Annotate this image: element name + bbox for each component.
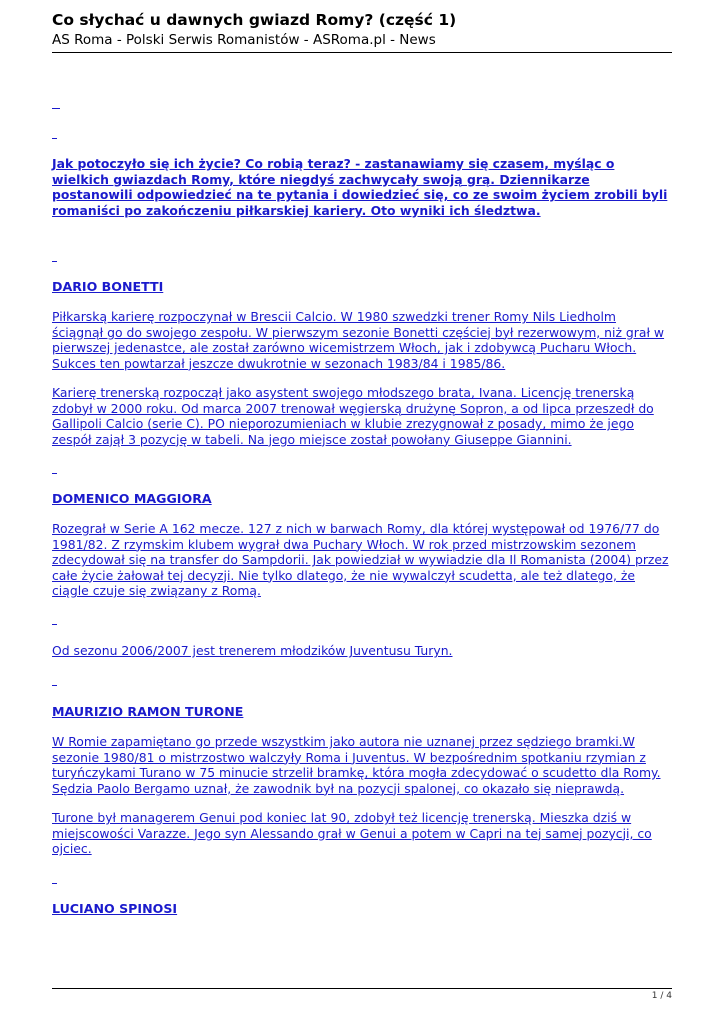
- section-heading-maggiora[interactable]: DOMENICO MAGGIORA: [52, 491, 212, 506]
- section-heading-bonetti[interactable]: DARIO BONETTI: [52, 279, 164, 294]
- page-number: 1 / 4: [651, 991, 672, 1001]
- empty-link-marker[interactable]: [52, 130, 57, 142]
- paragraph[interactable]: Rozegrał w Serie A 162 mecze. 127 z nich w barwach Romy, dla której występował od 1976/77 do 1981/82. Z rzymskim klubem wygrał dwa Puchary Włoch. W rok przed mistrzowskim sezonem zdecydował się na transfer do Sampdorii. Jak powiedział w wywiadzie dla Il Romanista (2004) przez całe życie żałował tej decyzji. Nie tylko dlatego, że nie wywalczył scudetta, ale też dlatego, że ciągle czuje się związany z Romą.: [52, 521, 669, 599]
- document-header: [52, 11, 672, 49]
- article-intro-link[interactable]: Jak potoczyło się ich życie? Co robią teraz? - zastanawiamy się czasem, myśląc o wielkich gwiazdach Romy, które niegdyś zachwycały swoją grą. Dziennikarze postanowili odpowiedzieć na te pytania i dowiedzieć się, co ze swoim życiem zrobili byli romaniści po zakończeniu piłkarskiej kariery. Oto wyniki ich śledztwa.: [52, 156, 668, 218]
- empty-link-marker[interactable]: [52, 875, 57, 887]
- empty-link-marker[interactable]: [52, 677, 57, 689]
- empty-link-marker[interactable]: [52, 100, 60, 112]
- empty-link-marker[interactable]: [52, 465, 57, 477]
- empty-link-marker[interactable]: [52, 616, 57, 628]
- paragraph[interactable]: Piłkarską karierę rozpoczynał w Brescii Calcio. W 1980 szwedzki trener Romy Nils Liedholm ściągnął go do swojego zespołu. W pierwszym sezonie Bonetti częściej był rezerwowym, niż grał w pierwszej jedenastce, ale został zarówno wicemistrzem Włoch, jak i zdobywcą Pucharu Włoch. Sukces ten powtarzał jeszcze dwukrotnie w sezonach 1983/84 i 1985/86.: [52, 309, 665, 371]
- section-heading-spinosi[interactable]: LUCIANO SPINOSI: [52, 901, 178, 916]
- paragraph[interactable]: W Romie zapamiętano go przede wszystkim jako autora nie uznanej przez sędziego bramki.W sezonie 1980/81 o mistrzostwo walczyły Roma i Juventus. W bezpośrednim spotkaniu rzymian z turyńczykami Turano w 75 minucie strzelił bramkę, która mogła zdecydować o scudetto dla Romy. Sędzia Paolo Bergamo uznał, że zawodnik był na pozycji spalonej, co okazało się nieprawdą.: [52, 734, 661, 796]
- document-subtitle: AS Roma - Polski Serwis Romanistów - ASRoma.pl - News: [52, 32, 436, 48]
- article-intro[interactable]: [52, 156, 670, 218]
- paragraph[interactable]: Turone był managerem Genui pod koniec lat 90, zdobył też licencję trenerską. Mieszka dziś w miejscowości Varazze. Jego syn Alessando grał w Genui a potem w Capri na tej samej pozycji, co ojciec.: [52, 810, 652, 857]
- document-title: Co słychać u dawnych gwiazd Romy? (część 1): [52, 11, 457, 29]
- header-divider: [52, 52, 672, 53]
- empty-link-marker[interactable]: [52, 253, 57, 265]
- paragraph[interactable]: Od sezonu 2006/2007 jest trenerem młodzików Juventusu Turyn.: [52, 643, 453, 658]
- section-heading-turone[interactable]: MAURIZIO RAMON TURONE: [52, 704, 244, 719]
- footer-divider: [52, 988, 672, 989]
- paragraph[interactable]: Karierę trenerską rozpoczął jako asystent swojego młodszego brata, Ivana. Licencję trenerską zdobył w 2000 roku. Od marca 2007 trenował węgierską drużynę Sopron, a od lipca przeszedł do Gallipoli Calcio (serie C). PO nieporozumieniach w klubie zrezygnował z posady, mimo że jego zespół zajął 3 pozycję w tabeli. Na jego miejsce został powołany Giuseppe Giannini.: [52, 385, 654, 447]
